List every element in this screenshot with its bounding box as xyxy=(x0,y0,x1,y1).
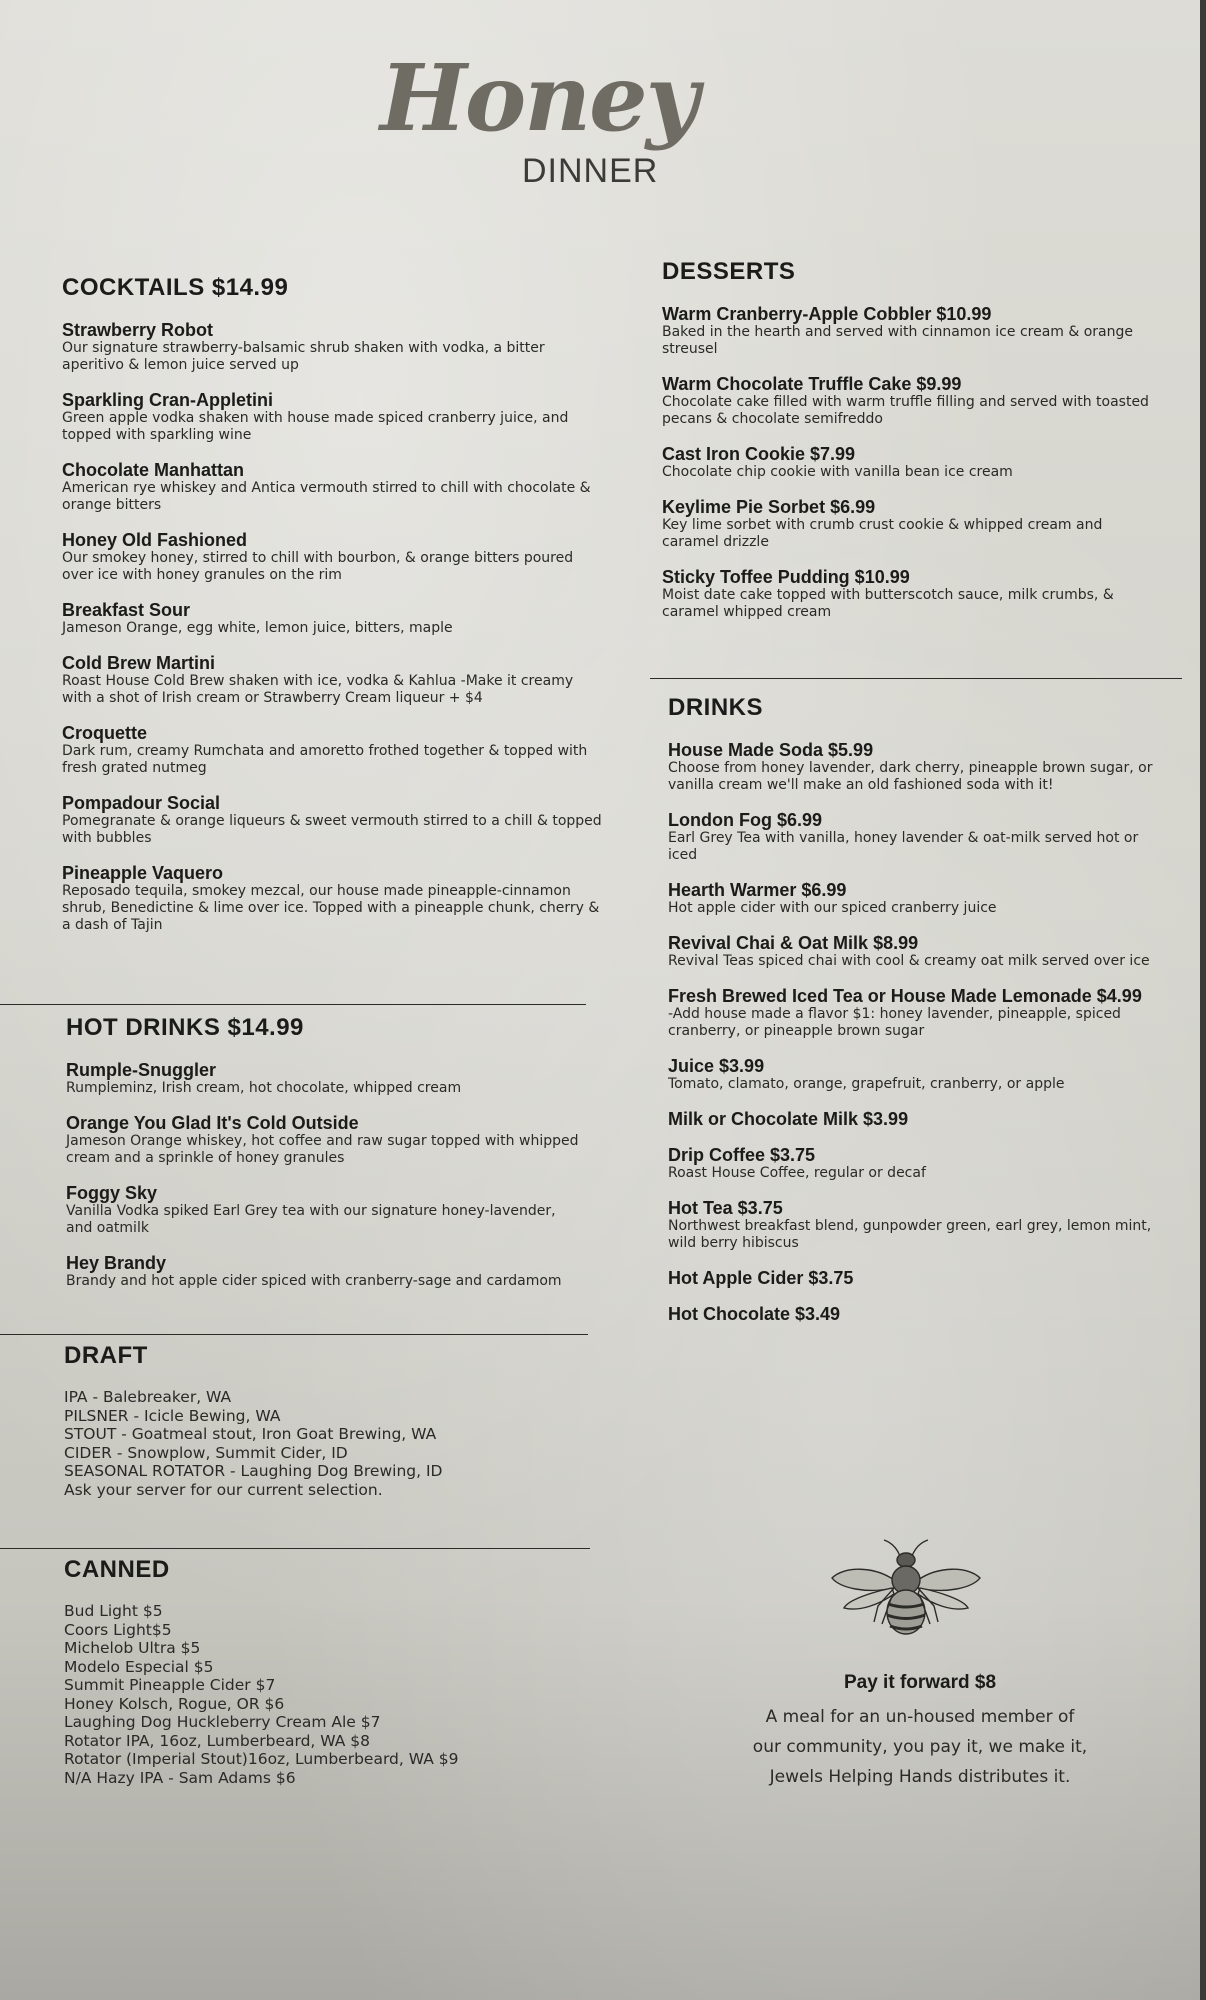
menu-item xyxy=(668,1268,1168,1288)
desserts-section xyxy=(662,258,1162,637)
draft-line: PILSNER - Icicle Bewing, WA xyxy=(64,1406,281,1425)
canned-line: Coors Light$5 xyxy=(64,1620,172,1639)
canned-section xyxy=(64,1556,604,1787)
item-name: Honey Old Fashioned xyxy=(62,530,248,550)
item-description: Chocolate cake filled with warm truffle filling and served with toasted pecans & chocolate semifreddo xyxy=(662,394,1149,427)
item-name: Keylime Pie Sorbet $6.99 xyxy=(662,497,876,517)
item-description: Northwest breakfast blend, gunpowder green, earl grey, lemon mint, wild berry hibiscus xyxy=(668,1218,1152,1251)
item-name: Pompadour Social xyxy=(62,793,221,813)
cocktails-section xyxy=(62,274,602,950)
pay-it-forward xyxy=(690,1672,1150,1792)
cocktails-title: COCKTAILS $14.99 xyxy=(62,274,289,301)
canned-line: Modelo Especial $5 xyxy=(64,1657,214,1676)
item-description: Baked in the hearth and served with cinnamon ice cream & orange streusel xyxy=(662,324,1134,357)
item-description: Pomegranate & orange liqueurs & sweet vermouth stirred to a chill & topped with bubbles xyxy=(62,813,602,846)
menu-item xyxy=(662,497,1162,551)
canned-line: Honey Kolsch, Rogue, OR $6 xyxy=(64,1694,285,1713)
menu-item xyxy=(62,600,602,637)
menu-item xyxy=(668,1304,1168,1324)
menu-item xyxy=(662,374,1162,428)
item-description: Brandy and hot apple cider spiced with cranberry-sage and cardamom xyxy=(66,1273,562,1289)
draft-line: CIDER - Snowplow, Summit Cider, ID xyxy=(64,1443,348,1462)
item-name: Croquette xyxy=(62,723,147,743)
menu-item xyxy=(62,793,602,847)
draft-line: SEASONAL ROTATOR - Laughing Dog Brewing, ID xyxy=(64,1462,443,1480)
menu-item xyxy=(66,1113,586,1167)
canned-line: N/A Hazy IPA - Sam Adams $6 xyxy=(64,1768,296,1787)
item-name: Hot Tea $3.75 xyxy=(668,1198,783,1218)
menu-item xyxy=(62,320,602,374)
menu-item xyxy=(62,390,602,444)
menu-item xyxy=(662,304,1162,358)
hot-drinks-title: HOT DRINKS $14.99 xyxy=(66,1014,304,1041)
item-description: Green apple vodka shaken with house made spiced cranberry juice, and topped with sparkling wine xyxy=(62,410,569,443)
menu-item xyxy=(668,1109,1168,1129)
item-name: Juice $3.99 xyxy=(668,1056,765,1076)
item-description: -Add house made a flavor $1: honey lavender, pineapple, spiced cranberry, or pineapple brown sugar xyxy=(668,1006,1121,1039)
canned-title: CANNED xyxy=(64,1556,170,1583)
menu-item xyxy=(62,723,602,777)
draft-section xyxy=(64,1342,604,1499)
canned-line: Rotator IPA, 16oz, Lumberbeard, WA $8 xyxy=(64,1731,371,1750)
menu-item xyxy=(668,1198,1168,1252)
item-name: Fresh Brewed Iced Tea or House Made Lemonade $4.99 xyxy=(668,986,1142,1006)
item-description: Chocolate chip cookie with vanilla bean ice cream xyxy=(662,464,1013,480)
item-name: Sparkling Cran-Appletini xyxy=(62,390,274,410)
menu-item xyxy=(62,530,602,584)
item-name: Rumple-Snuggler xyxy=(66,1060,217,1080)
item-description: Roast House Cold Brew shaken with ice, vodka & Kahlua -Make it creamy with a shot of Irish cream or Strawberry Cream liqueur + $4 xyxy=(62,673,574,706)
item-description: Our signature strawberry-balsamic shrub shaken with vodka, a bitter aperitivo & lemon juice served up xyxy=(62,340,545,373)
item-name: Warm Chocolate Truffle Cake $9.99 xyxy=(662,374,962,394)
item-name: Hearth Warmer $6.99 xyxy=(668,880,847,900)
section-divider xyxy=(650,678,1182,679)
item-name: Warm Cranberry-Apple Cobbler $10.99 xyxy=(662,304,992,324)
item-name: House Made Soda $5.99 xyxy=(668,740,874,760)
item-name: Hot Apple Cider $3.75 xyxy=(668,1268,854,1288)
menu-item xyxy=(662,567,1162,621)
item-description: Hot apple cider with our spiced cranberry juice xyxy=(668,900,997,916)
item-description: Dark rum, creamy Rumchata and amoretto frothed together & topped with fresh grated nutmeg xyxy=(62,743,588,776)
pay-it-forward-line: Jewels Helping Hands distributes it. xyxy=(769,1767,1071,1787)
menu-item xyxy=(668,1145,1168,1182)
menu-item xyxy=(668,740,1168,794)
item-name: London Fog $6.99 xyxy=(668,810,823,830)
drinks-section xyxy=(668,694,1168,1340)
item-description: Revival Teas spiced chai with cool & creamy oat milk served over ice xyxy=(668,953,1150,969)
menu-item xyxy=(66,1183,586,1237)
item-name: Hot Chocolate $3.49 xyxy=(668,1304,841,1324)
item-description: Moist date cake topped with butterscotch sauce, milk crumbs, & caramel whipped cream xyxy=(662,587,1114,620)
menu-item xyxy=(668,933,1168,970)
item-name: Chocolate Manhattan xyxy=(62,460,245,480)
item-name: Revival Chai & Oat Milk $8.99 xyxy=(668,933,919,953)
item-description: Earl Grey Tea with vanilla, honey lavender & oat-milk served hot or iced xyxy=(668,830,1139,863)
menu-item xyxy=(668,810,1168,864)
draft-line: Ask your server for our current selection. xyxy=(64,1480,383,1499)
item-name: Hey Brandy xyxy=(66,1253,167,1273)
menu-item xyxy=(66,1253,586,1290)
section-divider xyxy=(0,1004,586,1005)
draft-line: STOUT - Goatmeal stout, Iron Goat Brewing, WA xyxy=(64,1425,437,1443)
canned-line: Bud Light $5 xyxy=(64,1602,163,1620)
item-name: Sticky Toffee Pudding $10.99 xyxy=(662,567,910,587)
logo-script: Honey xyxy=(380,44,698,152)
item-description: Tomato, clamato, orange, grapefruit, cranberry, or apple xyxy=(668,1076,1065,1092)
pay-it-forward-title: Pay it forward $8 xyxy=(843,1672,997,1693)
item-description: Vanilla Vodka spiked Earl Grey tea with our signature honey-lavender, and oatmilk xyxy=(66,1203,556,1236)
menu-item xyxy=(668,880,1168,917)
item-description: Rumpleminz, Irish cream, hot chocolate, whipped cream xyxy=(66,1080,462,1096)
item-description: American rye whiskey and Antica vermouth stirred to chill with chocolate & orange bitters xyxy=(62,480,591,513)
canned-line: Laughing Dog Huckleberry Cream Ale $7 xyxy=(64,1713,381,1731)
item-name: Drip Coffee $3.75 xyxy=(668,1145,816,1165)
item-description: Jameson Orange, egg white, lemon juice, bitters, maple xyxy=(62,620,453,636)
item-name: Milk or Chocolate Milk $3.99 xyxy=(668,1109,909,1129)
pay-it-forward-line: A meal for an un-housed member of xyxy=(765,1707,1075,1727)
item-name: Foggy Sky xyxy=(66,1183,158,1203)
item-description: Key lime sorbet with crumb crust cookie & whipped cream and caramel drizzle xyxy=(662,517,1103,550)
canned-line: Michelob Ultra $5 xyxy=(64,1639,201,1657)
item-name: Strawberry Robot xyxy=(62,320,214,340)
drinks-title: DRINKS xyxy=(668,694,764,721)
menu-item xyxy=(668,986,1168,1040)
menu-item xyxy=(668,1056,1168,1093)
draft-line: IPA - Balebreaker, WA xyxy=(64,1388,232,1406)
item-description: Roast House Coffee, regular or decaf xyxy=(668,1165,926,1181)
menu-item xyxy=(62,653,602,707)
item-description: Our smokey honey, stirred to chill with bourbon, & orange bitters poured over ice with honey granules on the rim xyxy=(62,550,574,583)
menu-item xyxy=(66,1060,586,1097)
canned-line: Rotator (Imperial Stout)16oz, Lumberbeard, WA $9 xyxy=(64,1750,459,1768)
pay-it-forward-line: our community, you pay it, we make it, xyxy=(752,1737,1088,1757)
item-description: Choose from honey lavender, dark cherry, pineapple brown sugar, or vanilla cream we'll make an old fashioned soda with it! xyxy=(668,760,1153,793)
item-name: Breakfast Sour xyxy=(62,600,191,620)
item-name: Cast Iron Cookie $7.99 xyxy=(662,444,856,464)
item-name: Cold Brew Martini xyxy=(62,653,216,673)
hot-drinks-section xyxy=(66,1014,586,1306)
menu-item xyxy=(662,444,1162,481)
item-name: Pineapple Vaquero xyxy=(62,863,224,883)
bee-icon xyxy=(826,1536,986,1646)
logo xyxy=(380,44,698,212)
item-description: Reposado tequila, smokey mezcal, our house made pineapple-cinnamon shrub, Benedictine & lime over ice. Topped with a pineapple chunk, cherry & a dash of Tajin xyxy=(62,883,600,933)
section-divider xyxy=(0,1548,590,1549)
menu-item xyxy=(62,460,602,514)
item-description: Jameson Orange whiskey, hot coffee and raw sugar topped with whipped cream and a sprinkle of honey granules xyxy=(66,1133,579,1166)
section-divider xyxy=(0,1334,588,1335)
logo-subtitle: DINNER xyxy=(522,152,659,190)
desserts-title: DESSERTS xyxy=(662,258,796,285)
menu-item xyxy=(62,863,602,934)
item-name: Orange You Glad It's Cold Outside xyxy=(66,1113,359,1133)
draft-title: DRAFT xyxy=(64,1342,148,1369)
canned-line: Summit Pineapple Cider $7 xyxy=(64,1676,276,1694)
